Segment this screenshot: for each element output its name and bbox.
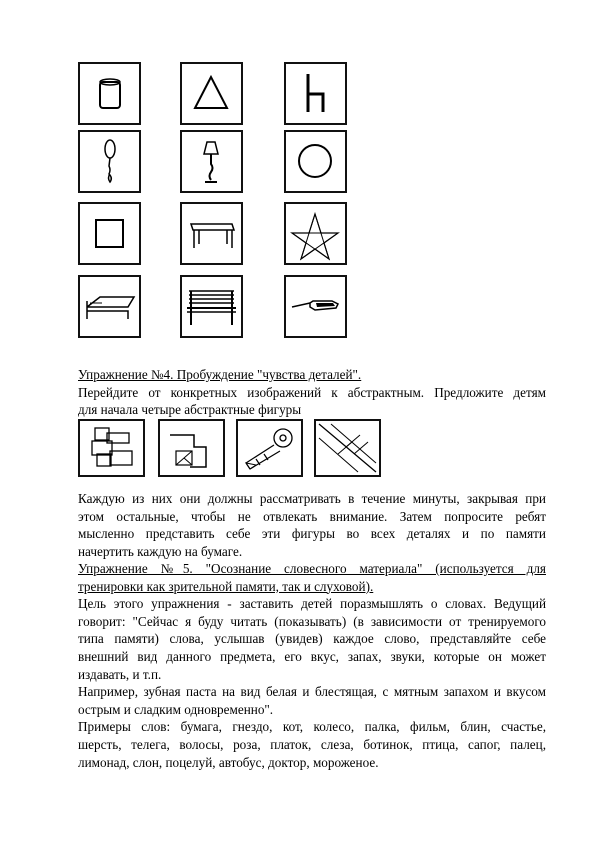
exercise5-title: тренировки как зрительной памяти, так и слуховой). xyxy=(78,578,374,594)
abstract-rectangles-icon xyxy=(80,421,143,475)
table-icon xyxy=(182,204,241,263)
grid-cell xyxy=(284,202,347,265)
chair-icon xyxy=(286,64,345,123)
grid-cell xyxy=(78,130,141,193)
circle-icon xyxy=(286,132,345,191)
grid-cell xyxy=(284,62,347,125)
exercise5-paragraph-line: типа памяти) слова, услышав (увидев) каждое слово, представляйте себе xyxy=(78,631,546,647)
exercise4-title: Упражнение №4. Пробуждение "чувства деталей". xyxy=(78,367,362,382)
exercise5-example-line: Например, зубная паста на вид белая и блестящая, с мятным запахом и вкусом xyxy=(78,684,546,700)
exercise5-paragraph-line: издавать, и т.п. xyxy=(78,666,162,682)
abstract-cell xyxy=(314,419,381,477)
abstract-path-icon xyxy=(160,421,223,475)
exercise4-body xyxy=(78,490,546,560)
abstract-cell xyxy=(78,419,145,477)
grid-cell xyxy=(284,275,347,338)
mirror-icon xyxy=(80,132,139,191)
exercise4-body-line: этом остальные, чтобы не отвлекать внимание. Затем попросите ребят xyxy=(78,508,546,524)
exercise5-paragraph-line: внешний вид данного предмета, его вкус, запах, звуки, которые он может xyxy=(78,648,546,664)
exercise4-body-line: мысленно представить себе эти фигуры во всех деталях и по памяти xyxy=(78,526,546,542)
exercise5-words-line: Примеры слов: бумага, гнездо, кот, колесо, палка, фильм, блин, счастье, xyxy=(78,719,546,735)
grid-cell xyxy=(78,62,141,125)
grid-cell xyxy=(284,130,347,193)
frying-pan-icon xyxy=(286,277,345,336)
exercise4-body-line: начертить каждую на бумаге. xyxy=(78,543,243,559)
square-icon xyxy=(80,204,139,263)
abstract-cell xyxy=(236,419,303,477)
exercise5-words-line: лимонад, слон, поцелуй, автобус, доктор, мороженое. xyxy=(78,754,379,770)
bed-icon xyxy=(80,277,139,336)
exercise5-block xyxy=(78,560,546,771)
lamp-icon xyxy=(182,132,241,191)
abstract-circles-icon xyxy=(238,421,301,475)
exercise5-example-line: острым и сладким одновременно". xyxy=(78,701,274,717)
abstract-cell xyxy=(158,419,225,477)
exercise5-title: Упражнение №5. "Осознание словесного материала" (используется для xyxy=(78,561,546,576)
triangle-icon xyxy=(182,64,241,123)
grid-cell xyxy=(78,202,141,265)
grid-cell xyxy=(180,202,243,265)
grid-cell xyxy=(180,275,243,338)
exercise5-words-line: шерсть, телега, волосы, роза, платок, слеза, ботинок, птица, сапог, палец, xyxy=(78,736,546,752)
grid-cell xyxy=(180,130,243,193)
exercise4-body-line: Каждую из них они должны рассматривать в течение минуты, закрывая при xyxy=(78,491,546,506)
bench-icon xyxy=(182,277,241,336)
grid-cell xyxy=(180,62,243,125)
grid-cell xyxy=(78,275,141,338)
abstract-diagonal-icon xyxy=(316,421,379,475)
cup-icon xyxy=(80,64,139,123)
exercise4-block xyxy=(78,366,546,419)
exercise4-intro-line: для начала четыре абстрактные фигуры xyxy=(78,402,302,418)
exercise5-paragraph-line: говорит: "Сейчас я буду читать (показывать) (в зависимости от тренируемого xyxy=(78,613,546,629)
exercise5-paragraph-line: Цель этого упражнения - заставить детей поразмышлять о словах. Ведущий xyxy=(78,596,546,612)
star-icon xyxy=(286,204,345,263)
exercise4-intro-line: Перейдите от конкретных изображений к абстрактным. Предложите детям xyxy=(78,384,546,400)
